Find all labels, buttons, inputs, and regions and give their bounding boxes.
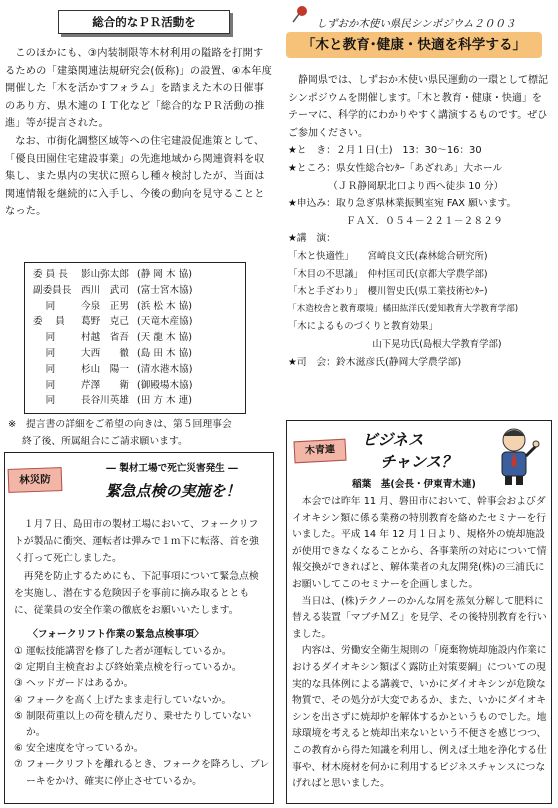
member-role: 同 [33,363,56,375]
member-org: (富士宮木協) [137,284,193,296]
symposium-fax: ＦＡＸ．０５４－２２１－２８２９ [346,215,503,227]
business-author: 稲葉 基(会長・伊東青木連) [352,479,476,490]
accident-paragraph: 再発を防止するためにも、下記事項について緊急点検を実施し、潜在する危険因子を事前に摘み取るとともに、従業員の安全作業の徹底をお願いいたします。 [14,570,259,617]
member-role: 委 員 [33,316,65,328]
business-title-line2: チャンス？ [380,453,457,471]
checklist-number: ⑥ [14,743,23,755]
note-line: 終了後、所属組合にご請求願います。 [22,436,188,447]
member-role: 同 [33,347,56,359]
accident-tag-label: 林災防 [8,467,63,493]
member-name: 杉山 陽一 [81,363,129,375]
member-org: (田 方 木 連) [137,395,193,407]
member-org: (御殿場木協) [137,379,193,391]
member-name: 大西 徹 [81,347,129,359]
checklist-text: 定期自主検査および終始業点検を行っているか。 [26,662,242,674]
member-row [33,346,237,362]
member-role: 同 [33,332,56,344]
member-name: 影山弥太郎 [81,269,129,280]
member-row [33,283,237,299]
checklist-text: 運転技能講習を修了した者が運転しているか。 [26,646,232,657]
symposium-place: ★ところ：県女性総合ｾﾝﾀｰ「あざれあ」大ホール [288,162,503,174]
checklist-title: 〈フォークリフト作業の緊急点検事項〉 [28,629,204,640]
inspection-checklist [14,644,270,790]
speaker-line: 「木と快適性」 宮崎良文氏(森林総合研究所) [288,250,488,262]
checklist-item [14,693,270,709]
symposium-intro: 静岡県では、しずおか木使い県民運動の一環として標記シンポジウムを開催します。「木と教育・健康・快適」をテーマに、科学的にわかりやすく講演するものです。ぜひご参加ください。 [288,75,548,139]
checklist-item [14,709,270,741]
member-org: (天 龍 木 協) [137,332,193,344]
business-tag-label: 木青連 [293,439,346,464]
checklist-item [14,741,270,757]
member-row [33,314,237,330]
symposium-place-directions: （ＪＲ静岡駅北口より西へ徒歩 10 分） [328,180,504,192]
member-row [33,330,237,346]
member-org: (天竜木産協) [137,316,193,328]
speaker-line: 「木目の不思議」 仲村匡司氏(京都大学農学部) [288,268,488,280]
pr-section-title: 総合的なＰＲ活動を [58,10,230,34]
member-role: 副委員長 [33,284,72,296]
member-row [33,393,237,409]
symposium-body [288,72,550,371]
accident-subtitle: ― 製材工場で死亡災害発生 ― [106,463,238,474]
member-name: 長谷川英雄 [81,395,129,407]
business-paragraph: 当日は、(株)テクノーのかんな屑を蒸気分解して肥料に替える装置「マブチＭＺ」を見学、その後特別教育を行いました。 [292,595,547,640]
symposium-subtitle: しずおか木使い県民シンポジウム２００３ [316,18,516,30]
member-row [33,299,237,315]
member-org: (島 田 木 協) [137,347,193,359]
checklist-text: フォークを高く上げたまま走行していないか。 [26,694,232,706]
checklist-number: ③ [14,678,23,690]
checklist-text: 安全速度を守っているか。 [26,743,144,755]
pr-body [5,45,273,221]
checklist-item [14,660,270,676]
symposium-apply: ★申込み：取り急ぎ県林業振興室宛 FAX 願います。 [288,198,517,210]
member-name: 西川 武司 [81,284,129,296]
checklist-number: ① [14,646,23,657]
accident-paragraph: １月７日、島田市の製材工場において、フォークリフトが製品に衝突、運転者は弾みで１ｍ下に転落、首を強く打って死亡しました。 [14,519,259,565]
member-role: 委 員 長 [33,269,68,280]
checklist-item [14,676,270,692]
symposium-date: ★と き：２月１日(土) 13：30～16：30 [288,145,482,157]
pr-paragraph: なお、市街化調整区域等への住宅建設促進策として、「優良田園住宅建設事業」の先進地域から関連資料を収集し、また県内の実状に照らし種々検討したが、当面は関連情報を継続的に入手し、今後の動向を見守ることとなった。 [5,135,265,218]
member-role: 同 [33,395,56,407]
member-name: 芹澤 衛 [81,379,129,391]
accident-title: 緊急点検の実施を！ [105,482,241,500]
businessman-illustration-icon [486,424,542,486]
symposium-title: 「木と教育･健康・快適を科学する」 [286,32,542,58]
checklist-text: フォークリフトを離れるとき、フォークを降ろし、ブレーキをかけ、確実に停止させているか。 [26,759,270,787]
checklist-number: ④ [14,694,23,706]
checklist-item [14,757,270,789]
member-row [33,267,237,283]
member-row [33,362,237,378]
checklist-text: 制限荷重以上の荷を積んだり、乗せたりしていないか。 [26,710,252,739]
speaker-line: 山下晃功氏(島根大学教育学部) [288,338,502,350]
member-name: 葛野 克己 [81,316,129,328]
business-body [292,494,548,793]
member-org: (清水港木協) [137,363,193,375]
member-name: 今泉 正男 [81,300,129,312]
speakers-label: ★講 演： [288,233,336,245]
request-note [8,416,278,450]
checklist-text: ヘッドガードはあるか。 [26,678,134,690]
member-role: 同 [33,300,56,312]
speaker-line: 「木と手ざわり」 櫻川智史氏(県工業技術ｾﾝﾀｰ) [288,286,488,298]
member-name: 村越 省吾 [81,332,129,344]
member-org: (浜 松 木 協) [137,300,193,312]
committee-members-table [24,262,246,414]
pr-paragraph: このほかにも、③内装制限等木材利用の隘路を打開するための「建築関連法規研究会(仮称)」の設置、④本年度開催した「木を活かすフォラム」を踏まえた木の日催事のあり方、県木連のＩＴ化など「総合的なＰＲ活動の推進」等が提言された。 [5,48,272,130]
accident-body [14,516,266,619]
checklist-item [14,644,270,660]
speaker-line: 「木造校舎と教育環境」橘田紘洋氏(愛知教育大学教育学部) [288,303,519,314]
business-paragraph: 内容は、労働安全衛生規則の「廃棄物焼却施設内作業におけるダイオキシン類ばく露防止対策要綱」についての現実的な具体例による講義で、いかにダイオキシンが危険な物質で、その処分が大変であるか、また、いかにダイオキシンを出さずに焼却炉を解体するかというものでした。地球環境を考えると焼却出来ないという不便さを感じつつ、この教育から得た知識を利用し、例えば土地を浄化する仕事や、材木廃材を何かに利用するビジネスチャンスにつなげればと思いました。 [292,645,547,790]
member-org: (静 岡 木 協) [137,269,193,280]
checklist-number: ⑤ [14,710,23,722]
checklist-number: ⑦ [14,759,23,771]
note-line: ※ 提言書の詳細をご希望の向きは、第５回理事会 [8,419,232,430]
business-title-line1: ビジネス [362,431,424,449]
symposium-moderator: ★司 会：鈴木滋彦氏(静岡大学農学部) [288,356,462,368]
business-paragraph: 本会では昨年 11 月、磐田市において、幹事会およびダイオキシン類に係る業務の特別教育を絡めたセミナーを行いました。平成 14 年 12 月１日より、規格外の焼却施設が使用できなくなることから、各事業所の対応について情報交換ができればと、解体業者の丸友開発(株)の三浦氏にお願いしてこのセミナーを企画しました。 [292,496,547,590]
member-role: 同 [33,379,56,391]
checklist-number: ② [14,662,23,674]
member-row [33,378,237,394]
speaker-line: 「木によるものづくりと教育効果」 [288,321,439,333]
